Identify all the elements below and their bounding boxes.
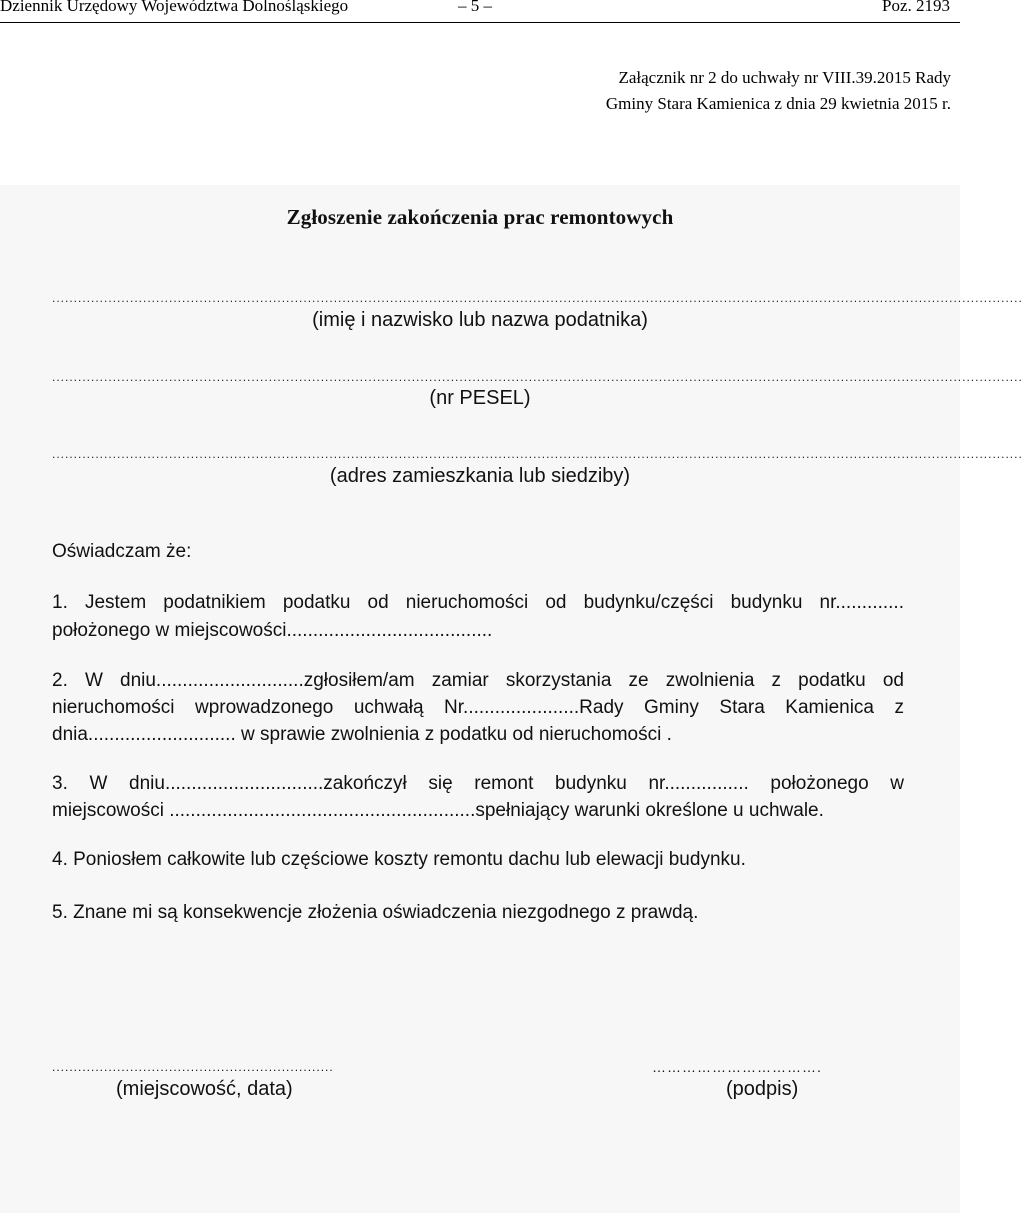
dotted-line-pesel: ................................................................................................................................................................................................................................ xyxy=(52,370,1023,384)
form-title: Zgłoszenie zakończenia prac remontowych xyxy=(286,205,674,229)
item-2-line-2: nieruchomości wprowadzonego uchwałą Nr......................Rady Gminy Stara Kamienica z xyxy=(52,697,904,718)
item-4: 4. Poniosłem całkowite lub częściowe koszty remontu dachu lub elewacji budynku. xyxy=(52,849,746,870)
caption-signature: (podpis) xyxy=(726,1078,799,1100)
signature-dots: ……………………………. xyxy=(652,1059,822,1075)
item-2-line-1: 2. W dniu............................zgłosiłem/am zamiar skorzystania ze zwolnienia z podatku od xyxy=(52,670,904,691)
signature-place-date-dots: ................................................................. xyxy=(52,1060,334,1074)
dotted-line-address: ................................................................................................................................................................................................................................ xyxy=(52,447,1023,461)
caption-place-date: (miejscowość, data) xyxy=(116,1078,293,1100)
caption-pesel: (nr PESEL) xyxy=(429,387,531,409)
journal-title: Dziennik Urzędowy Województwa Dolnośląskiego xyxy=(0,0,349,15)
declaration-heading: Oświadczam że: xyxy=(52,541,192,562)
item-1-line-2: położonego w miejscowości....................................... xyxy=(52,620,493,641)
item-1-line-1: 1. Jestem podatnikiem podatku od nieruchomości od budynku/części budynku nr............. xyxy=(52,592,904,613)
annex-line-2: Gminy Stara Kamienica z dnia 29 kwietnia 2015 r. xyxy=(605,94,951,113)
page-number: – 5 – xyxy=(458,0,492,15)
annex-note xyxy=(351,65,951,117)
item-3-line-1: 3. W dniu..............................zakończył się remont budynku nr................ położonego w xyxy=(52,773,904,794)
position-number: Poz. 2193 xyxy=(882,0,950,15)
item-5: 5. Znane mi są konsekwencje złożenia oświadczenia niezgodnego z prawdą. xyxy=(52,902,699,923)
annex-line-1: Załącznik nr 2 do uchwały nr VIII.39.2015 Rady xyxy=(618,68,951,87)
item-3-line-2: miejscowości ..........................................................spełniający warunki określone u uchwale. xyxy=(52,800,824,821)
dotted-line-name: ................................................................................................................................................................................................................................ xyxy=(52,291,1023,305)
caption-name: (imię i nazwisko lub nazwa podatnika) xyxy=(312,309,648,331)
scanned-form xyxy=(0,185,1023,1213)
caption-address: (adres zamieszkania lub siedziby) xyxy=(329,465,631,487)
item-2-line-3: dnia............................ w sprawie zwolnienia z podatku od nieruchomości . xyxy=(52,724,672,745)
page-header xyxy=(0,0,960,23)
